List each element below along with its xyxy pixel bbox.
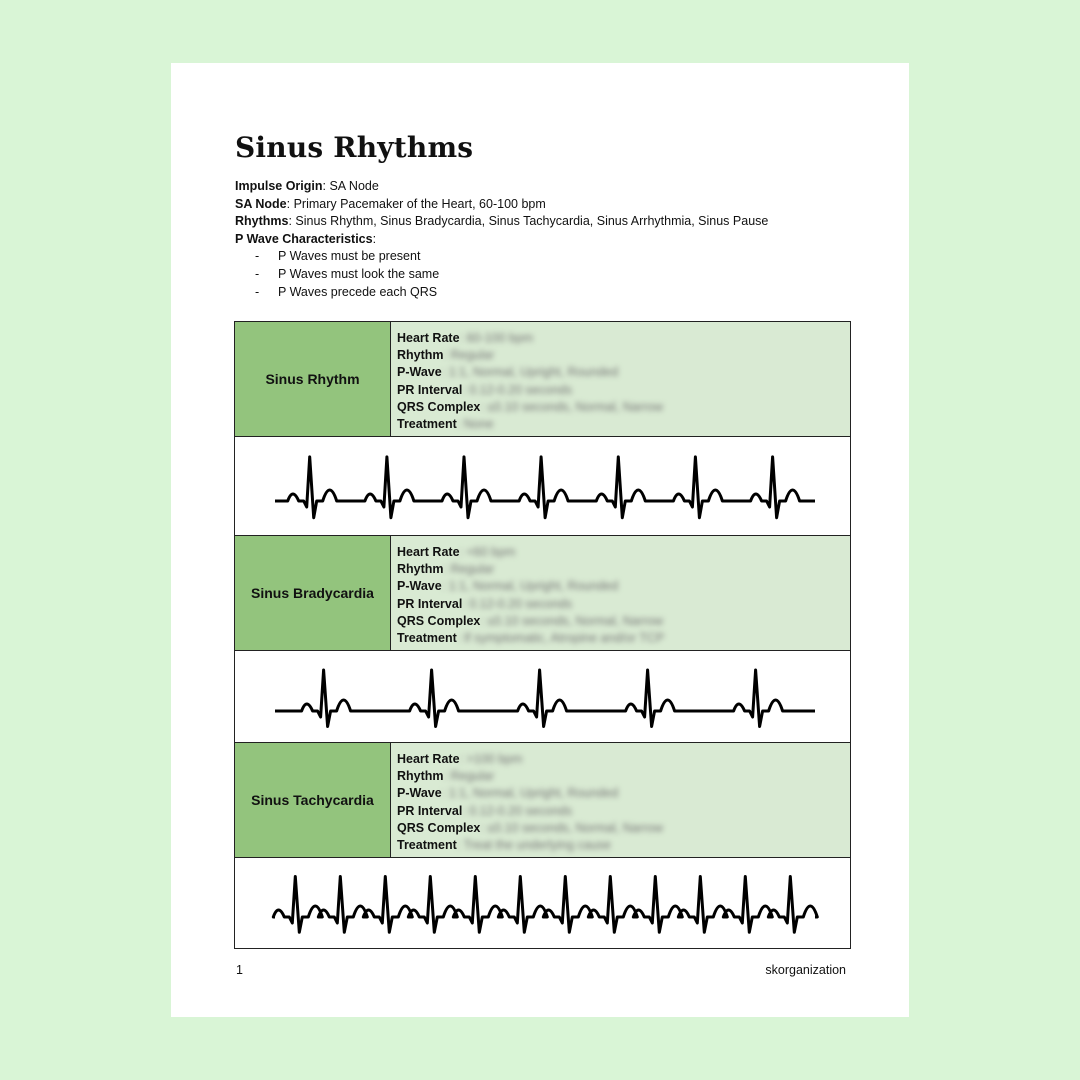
page-title: Sinus Rhythms bbox=[235, 131, 474, 164]
page-number: 1 bbox=[236, 963, 243, 977]
ecg-waveform-sinus-bradycardia bbox=[235, 651, 850, 742]
p-wave-list bbox=[235, 248, 768, 301]
info-section bbox=[235, 178, 768, 301]
detail-qrs-complex: QRS Complex: ≤0.10 seconds, Normal, Narrow bbox=[397, 399, 663, 414]
ecg-strip-sinus-tachycardia bbox=[235, 858, 850, 948]
detail-rhythm: Rhythm: Regular bbox=[397, 562, 495, 577]
detail-treatment: Treatment: Treat the underlying cause bbox=[397, 838, 612, 853]
list-item: - P Waves precede each QRS bbox=[255, 284, 768, 302]
detail-p-wave: P-Wave: 1:1, Normal, Upright, Rounded bbox=[397, 786, 619, 801]
rhythm-name: Sinus Rhythm bbox=[235, 322, 391, 436]
rhythm-name: Sinus Tachycardia bbox=[235, 743, 391, 857]
rhythm-table bbox=[234, 321, 851, 949]
ecg-waveform-sinus-tachycardia bbox=[235, 858, 850, 948]
rhythm-row-sinus-rhythm bbox=[235, 322, 850, 437]
detail-rhythm: Rhythm: Regular bbox=[397, 348, 495, 363]
footer-brand: skorganization bbox=[765, 963, 846, 977]
detail-pr-interval: PR Interval: 0.12-0.20 seconds bbox=[397, 382, 573, 397]
detail-p-wave: P-Wave: 1:1, Normal, Upright, Rounded bbox=[397, 579, 619, 594]
ecg-trace bbox=[275, 670, 815, 727]
detail-heart-rate: Heart Rate: 60-100 bpm bbox=[397, 331, 534, 345]
info-impulse-origin: Impulse Origin: SA Node bbox=[235, 179, 379, 193]
ecg-strip-sinus-rhythm bbox=[235, 437, 850, 536]
detail-heart-rate: Heart Rate: >100 bpm bbox=[397, 752, 523, 766]
detail-pr-interval: PR Interval: 0.12-0.20 seconds bbox=[397, 596, 573, 611]
info-sa-node: SA Node: Primary Pacemaker of the Heart, 60-100 bpm bbox=[235, 196, 546, 211]
ecg-strip-sinus-bradycardia bbox=[235, 651, 850, 743]
list-item: - P Waves must be present bbox=[255, 248, 768, 266]
info-p-wave-characteristics: P Wave Characteristics: bbox=[235, 231, 377, 246]
info-rhythms: Rhythms: Sinus Rhythm, Sinus Bradycardia, Sinus Tachycardia, Sinus Arrhythmia, Sinus Pause bbox=[235, 214, 769, 229]
detail-treatment: Treatment: If symptomatic, Atropine and/or TCP bbox=[397, 631, 665, 646]
detail-pr-interval: PR Interval: 0.12-0.20 seconds bbox=[397, 803, 573, 818]
detail-heart-rate: Heart Rate: <60 bpm bbox=[397, 545, 516, 559]
rhythm-details bbox=[391, 743, 850, 857]
ecg-waveform-sinus-rhythm bbox=[235, 437, 850, 535]
rhythm-details bbox=[391, 322, 850, 436]
detail-rhythm: Rhythm: Regular bbox=[397, 769, 495, 784]
rhythm-row-sinus-bradycardia bbox=[235, 536, 850, 651]
rhythm-name: Sinus Bradycardia bbox=[235, 536, 391, 650]
document-page bbox=[171, 63, 909, 1017]
rhythm-details bbox=[391, 536, 850, 650]
detail-p-wave: P-Wave: 1:1, Normal, Upright, Rounded bbox=[397, 365, 619, 380]
list-item: - P Waves must look the same bbox=[255, 266, 768, 284]
detail-qrs-complex: QRS Complex: ≤0.10 seconds, Normal, Narrow bbox=[397, 820, 663, 835]
ecg-trace bbox=[273, 877, 817, 933]
detail-qrs-complex: QRS Complex: ≤0.10 seconds, Normal, Narrow bbox=[397, 613, 663, 628]
rhythm-row-sinus-tachycardia bbox=[235, 743, 850, 858]
ecg-trace bbox=[275, 457, 815, 518]
detail-treatment: Treatment: None bbox=[397, 417, 494, 432]
